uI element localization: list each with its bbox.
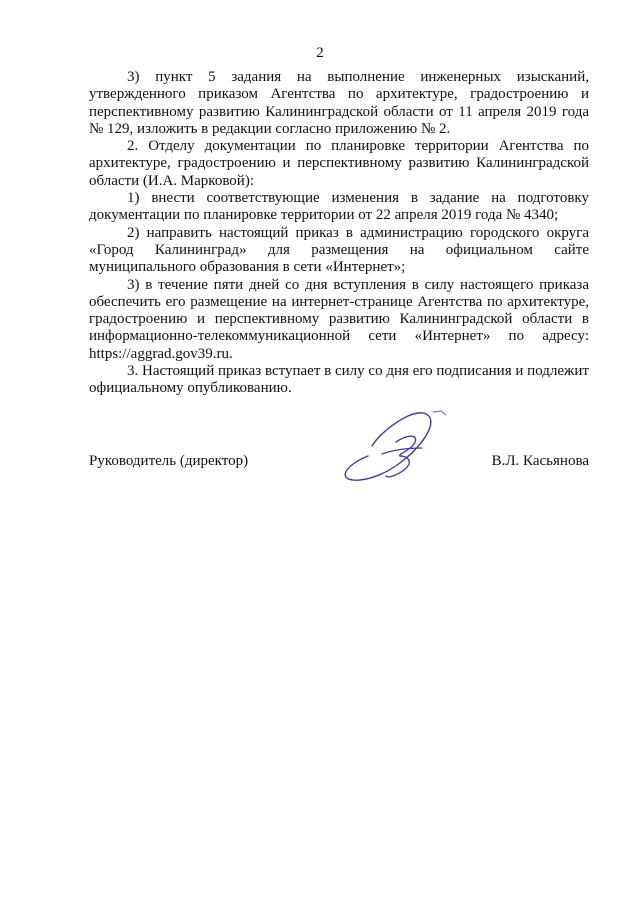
paragraph-item-3-task-clause: 3) пункт 5 задания на выполнение инженерных изысканий, утвержденного приказом Агентства по архитектуре, градостроению и перспективному развитию Калининградской области от 11 апреля 2019 года № 129, изложить в редакции согласно приложению № 2.	[89, 69, 589, 137]
signatory-role: Руководитель (директор)	[89, 453, 249, 469]
signature-block	[89, 444, 589, 484]
page-number: 2	[316, 45, 324, 61]
paragraph-subitem-2: 2) направить настоящий приказ в администрацию городского округа «Город Калининград» для размещения на официальном сайте муниципального образования в сети «Интернет»;	[89, 224, 589, 276]
document-body	[89, 69, 589, 398]
paragraph-subitem-3: 3) в течение пяти дней со дня вступления в силу настоящего приказа обеспечить его размещение на интернет-странице Агентства по архитектуре, градостроению и перспективному развитию Калининградской области в информационно-телекоммуникационной сети «Интернет» по адресу: https://aggrad.gov39.ru.	[89, 276, 589, 362]
signatory-name: В.Л. Касьянова	[491, 453, 589, 469]
paragraph-department-instruction: 2. Отделу документации по планировке территории Агентства по архитектуре, градостроению и перспективному развитию Калининградской области (И.А. Марковой):	[89, 138, 589, 189]
paragraph-subitem-1: 1) внести соответствующие изменения в задание на подготовку документации по планировке территории от 22 апреля 2019 года № 4340;	[89, 190, 589, 224]
paragraph-effective-date: 3. Настоящий приказ вступает в силу со дня его подписания и подлежит официальному опубликованию.	[89, 363, 589, 397]
